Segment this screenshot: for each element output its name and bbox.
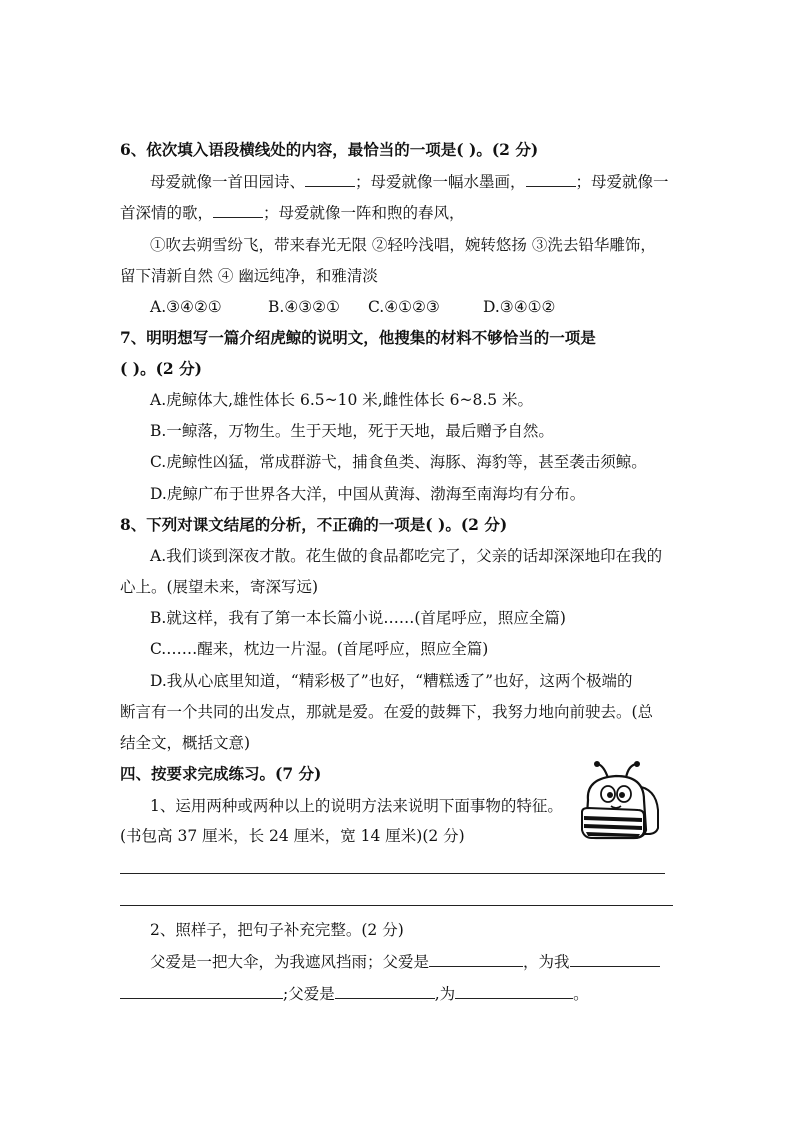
ex2-title: 2、照样子，把句子补充完整。(2 分): [150, 921, 404, 939]
q6-passage-seg4: 首深情的歌，: [120, 204, 214, 222]
q7-option-a[interactable]: A.虎鲸体大,雄性体长 6.5~10 米,雌性体长 6~8.5 米。: [150, 391, 534, 409]
q8-option-c[interactable]: C.……醒来，枕边一片湿。(首尾呼应，照应全篇): [150, 640, 489, 658]
q6-options: [150, 297, 680, 317]
q8-option-a-line2: 心上。(展望未来，寄深写远): [120, 578, 319, 596]
q7-option-c[interactable]: C.虎鲸性凶猛，常成群游弋，捕食鱼类、海豚、海豹等，甚至袭击须鲸。: [150, 453, 647, 471]
ex2-seg2: ，为我: [523, 953, 570, 971]
q6-option-b[interactable]: B.④③②①: [268, 298, 340, 316]
q8-option-d-line1[interactable]: D.我从心底里知道，“精彩极了”也好，“糟糕透了”也好，这两个极端的: [150, 672, 633, 690]
q8-option-a-line1[interactable]: A.我们谈到深夜才散。花生做的食品都吃完了，父亲的话却深深地印在我的: [150, 547, 663, 565]
ex1-dimensions: (书包高 37 厘米，长 24 厘米，宽 14 厘米)(2 分): [120, 827, 465, 845]
q6-passage-line1: [150, 172, 680, 192]
q6-passage-seg2: ；母爱就像一幅水墨画，: [355, 173, 526, 191]
q7-stem-line1: 7、明明想写一篇介绍虎鲸的说明文，他搜集的材料不够恰当的一项是: [120, 328, 596, 347]
q6-option-c[interactable]: C.④①②③: [368, 298, 440, 316]
q6-blank-1[interactable]: [305, 185, 355, 187]
q6-stem: 6、依次填入语段横线处的内容，最恰当的一项是( )。(2 分): [120, 140, 539, 159]
q6-passage-seg5: ；母爱就像一阵和煦的春风，: [263, 204, 465, 222]
ex2-blank-3[interactable]: [120, 997, 283, 999]
ex2-seg1: 父爱是一把大伞，为我遮风挡雨；父爱是: [150, 953, 430, 971]
ex2-seg3: ;父爱是: [283, 985, 335, 1003]
q6-option-a[interactable]: A.③④②①: [150, 298, 222, 316]
ex1-answer-line-2[interactable]: [120, 905, 673, 906]
q8-option-b[interactable]: B.就这样，我有了第一本长篇小说……(首尾呼应，照应全篇): [150, 609, 566, 627]
ex2-sentence-line1: [150, 952, 680, 972]
q7-option-d[interactable]: D.虎鲸广布于世界各大洋，中国从黄海、渤海至南海均有分布。: [150, 485, 586, 503]
ex2-blank-5[interactable]: [455, 997, 573, 999]
q8-option-d-line2: 断言有一个共同的出发点，那就是爱。在爱的鼓舞下，我努力地向前驶去。(总: [120, 703, 654, 721]
q6-choices-line1: ①吹去朔雪纷飞，带来春光无限 ②轻吟浅唱，婉转悠扬 ③洗去铅华雕饰，: [150, 236, 656, 254]
ex2-blank-2[interactable]: [570, 965, 660, 967]
ex1-instruction: 1、运用两种或两种以上的说明方法来说明下面事物的特征。: [150, 797, 563, 815]
q6-passage-seg3: ；母爱就像一: [575, 173, 669, 191]
ex1-answer-line-1[interactable]: [120, 873, 665, 874]
ex2-seg5: 。: [573, 985, 589, 1003]
q6-passage-seg1: 母爱就像一首田园诗、: [150, 173, 306, 191]
ex2-seg4: ,为: [434, 985, 456, 1003]
ex2-sentence-line2: [120, 984, 680, 1004]
q6-blank-3[interactable]: [213, 216, 263, 218]
q8-stem: 8、下列对课文结尾的分析，不正确的一项是( )。(2 分): [120, 515, 508, 534]
q7-stem-line2: ( )。(2 分): [120, 359, 202, 378]
q6-choices-line2: 留下清新自然 ④ 幽远纯净，和雅清淡: [120, 267, 378, 285]
section4-title: 四、按要求完成练习。(7 分): [120, 764, 322, 783]
q6-blank-2[interactable]: [526, 185, 576, 187]
q6-option-d[interactable]: D.③④①②: [483, 298, 556, 316]
schoolbag-icon: [578, 760, 664, 842]
q8-option-d-line3: 结全文，概括文意): [120, 734, 251, 752]
q6-passage-line2: [120, 203, 680, 223]
ex2-blank-1[interactable]: [429, 965, 523, 967]
ex2-blank-4[interactable]: [335, 997, 435, 999]
q7-option-b[interactable]: B.一鲸落，万物生。生于天地，死于天地，最后赠予自然。: [150, 422, 554, 440]
